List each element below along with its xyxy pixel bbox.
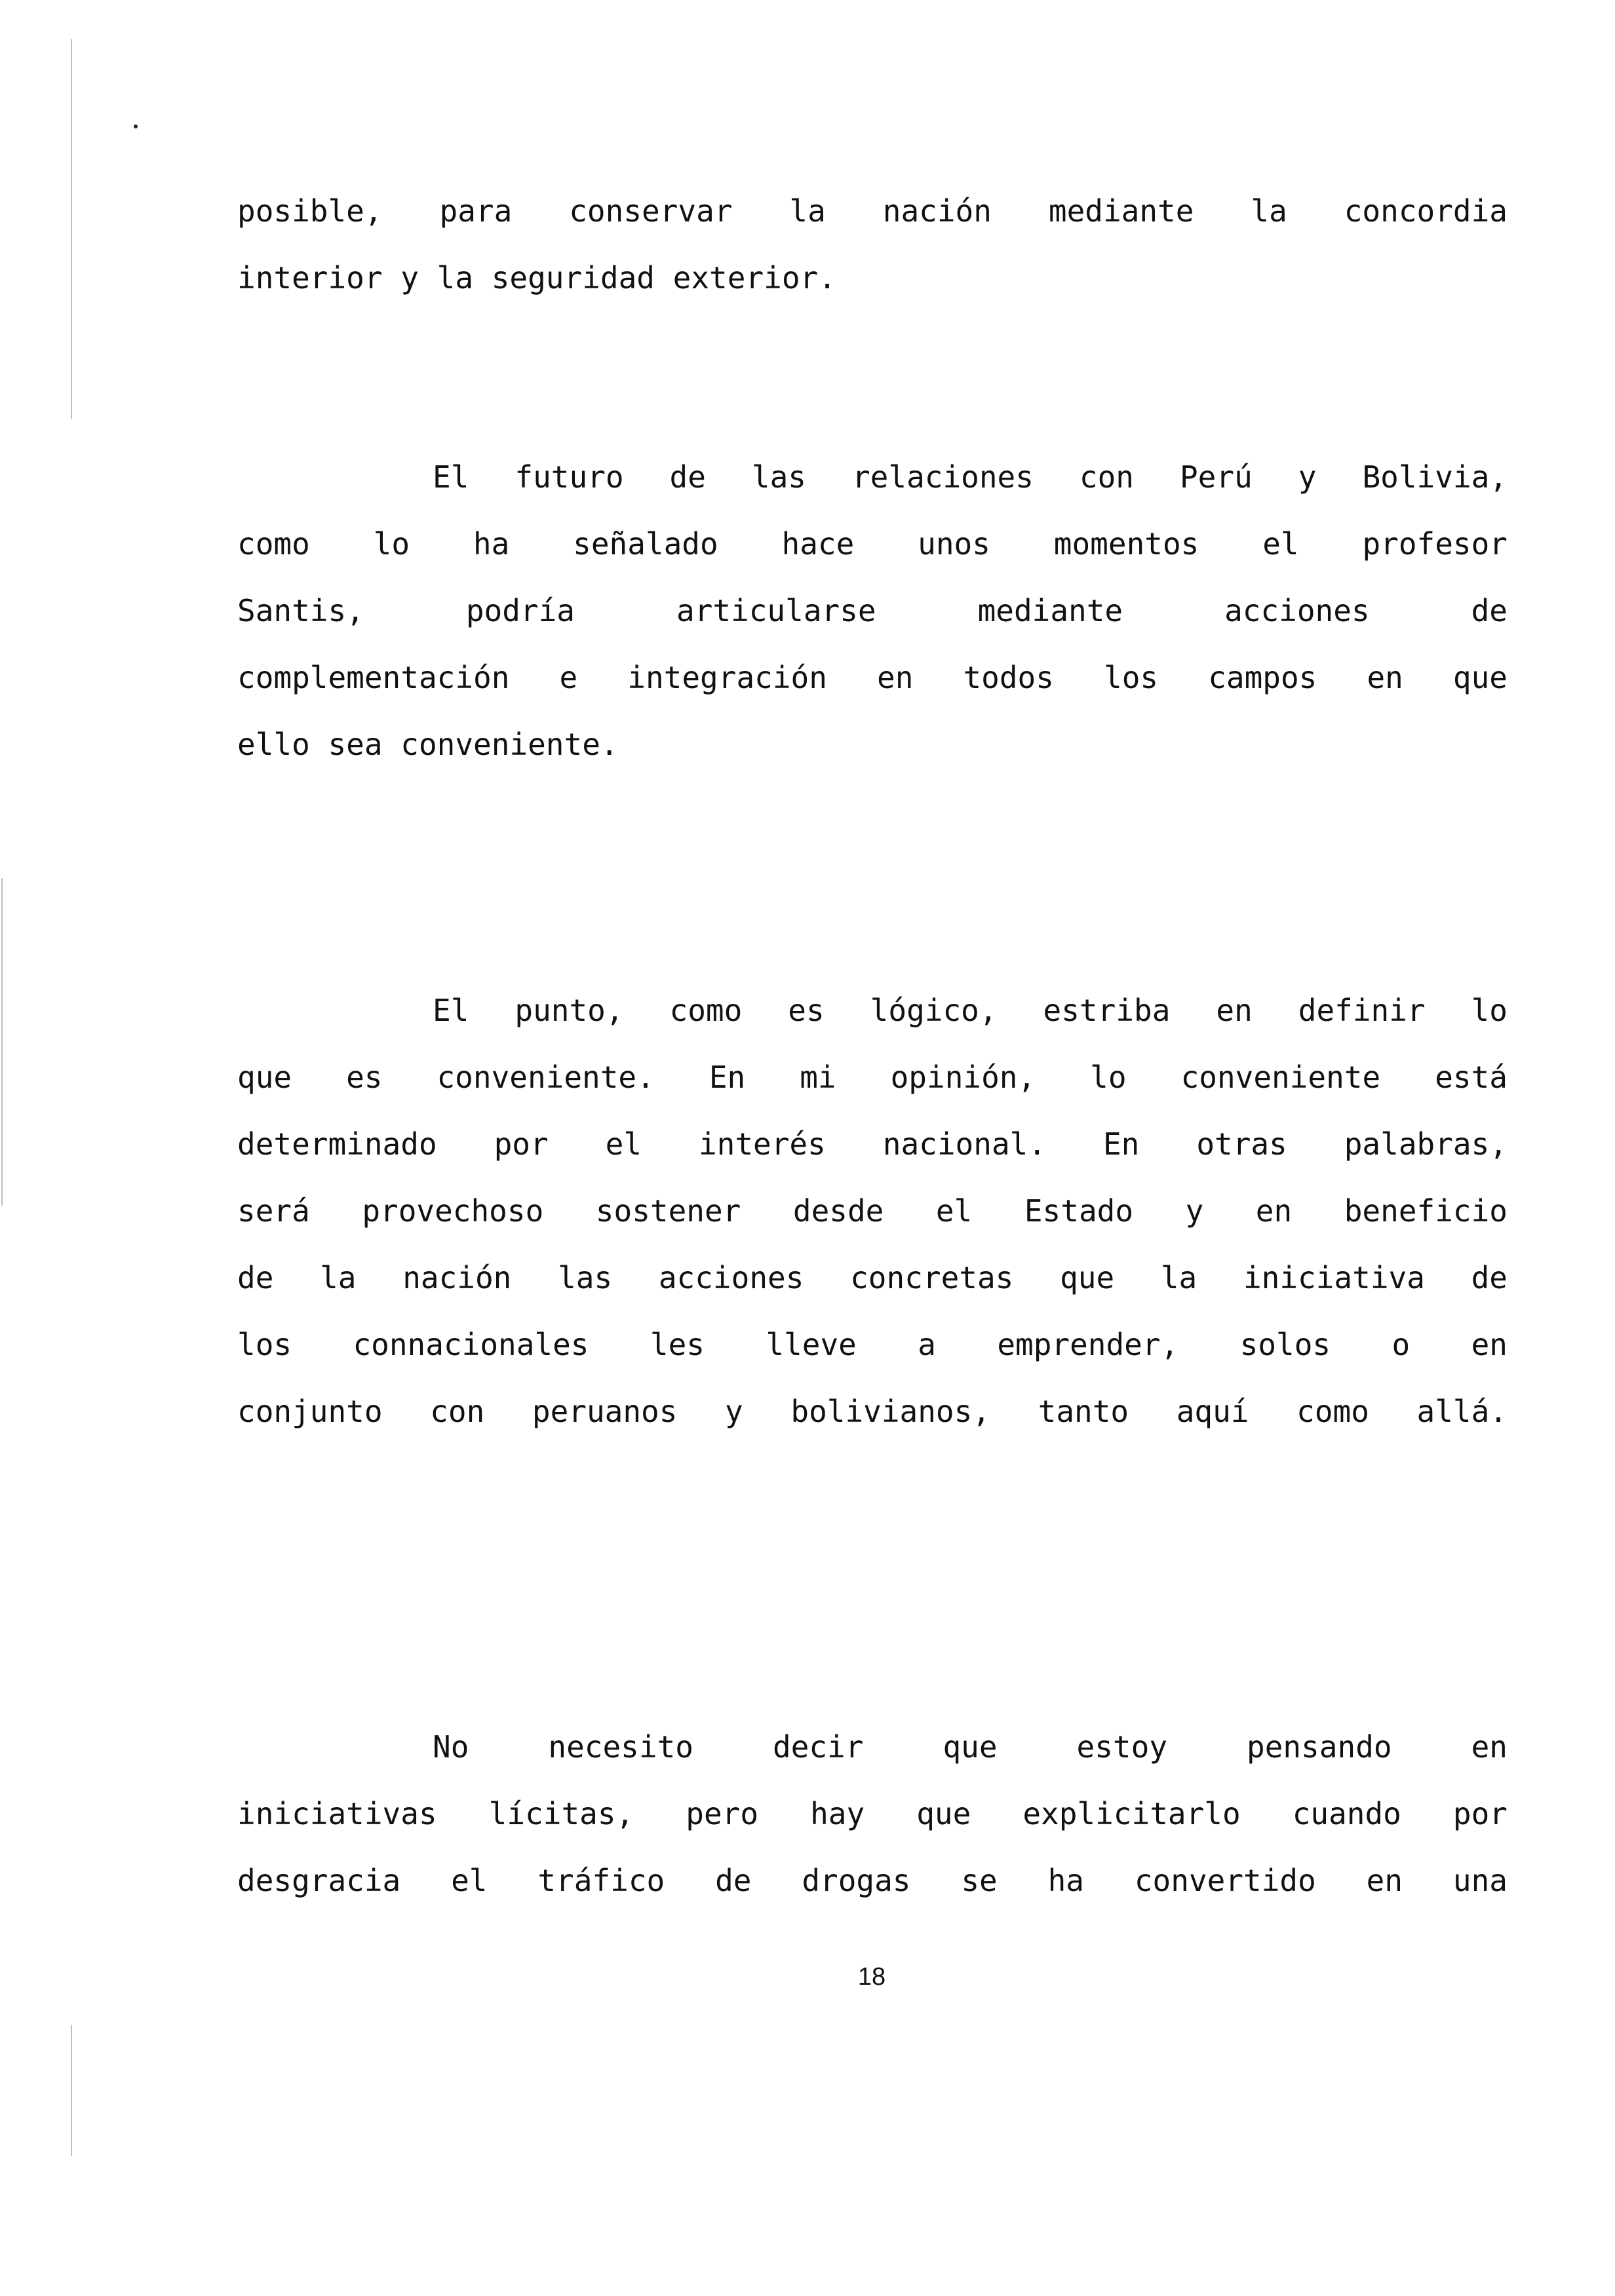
text-line: de la nación las acciones concretas que la iniciativa de [237, 1260, 1508, 1295]
text-line: El punto, como es lógico, estriba en definir lo [433, 993, 1508, 1028]
text-line: los connacionales les lleve a emprender, solos o en [237, 1327, 1508, 1362]
text-line: conjunto con peruanos y bolivianos, tanto aquí como allá. [237, 1394, 1508, 1429]
scan-edge-mark [1, 878, 3, 1206]
page-number: 18 [857, 1963, 886, 1991]
text-line: desgracia el tráfico de drogas se ha convertido en una [237, 1863, 1508, 1898]
text-line: iniciativas lícitas, pero hay que explicitarlo cuando por [237, 1796, 1508, 1831]
scan-speck [134, 124, 138, 128]
text-line: No necesito decir que estoy pensando en [433, 1729, 1508, 1765]
text-line: posible, para conservar la nación mediante la concordia [237, 193, 1508, 229]
text-line: complementación e integración en todos los campos en que [237, 660, 1508, 695]
text-line: como lo ha señalado hace unos momentos el profesor [237, 526, 1508, 562]
text-line: que es conveniente. En mi opinión, lo conveniente está [237, 1060, 1508, 1095]
text-line: determinado por el interés nacional. En otras palabras, [237, 1126, 1508, 1162]
text-line: Santis, podría articularse mediante acciones de [237, 593, 1508, 628]
text-line: El futuro de las relaciones con Perú y Bolivia, [433, 459, 1508, 495]
scan-edge-mark [71, 39, 72, 419]
text-line: ello sea conveniente. [237, 727, 619, 762]
text-line: será provechoso sostener desde el Estado y en beneficio [237, 1193, 1508, 1229]
scan-edge-mark [71, 2025, 72, 2156]
text-line: interior y la seguridad exterior. [237, 260, 836, 296]
